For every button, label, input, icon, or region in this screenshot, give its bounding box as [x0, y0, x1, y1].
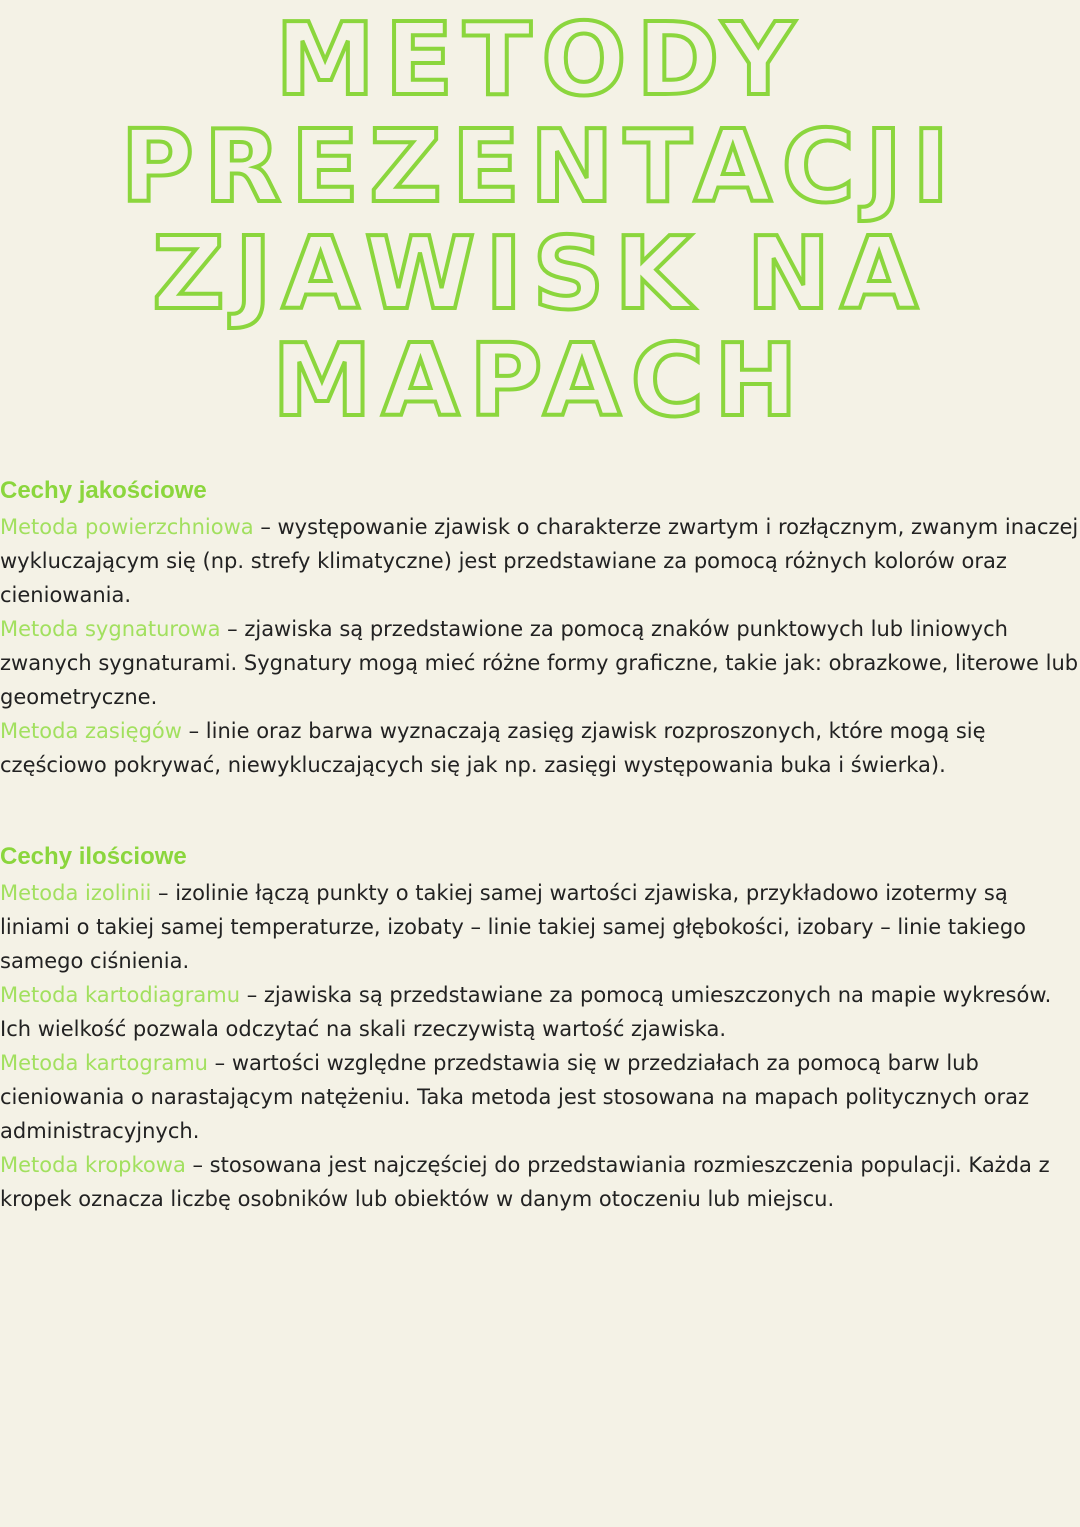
method-paragraph: [0, 978, 1080, 1046]
section-qualitative: [0, 470, 1080, 782]
method-term: Metoda kartodiagramu: [0, 983, 241, 1007]
method-description: – linie oraz barwa wyznaczają zasięg zjawisk rozproszonych, które mogą się częściowo pokrywać, niewykluczających się jak np. zasięgi występowania buka i świerka).: [0, 719, 986, 777]
method-description: – zjawiska są przedstawione za pomocą znaków punktowych lub liniowych zwanych sygnaturami. Sygnatury mogą mieć różne formy graficzne, takie jak: obrazkowe, literowe lub geometryczne.: [0, 617, 1079, 709]
method-paragraph: [0, 1046, 1080, 1148]
method-paragraph: [0, 612, 1080, 714]
document-body: [0, 470, 1080, 1216]
method-paragraph: [0, 876, 1080, 978]
method-term: Metoda kropkowa: [0, 1153, 186, 1177]
method-description: – występowanie zjawisk o charakterze zwartym i rozłącznym, zwanym inaczej wykluczającym się (np. strefy klimatyczne) jest przedstawiane za pomocą różnych kolorów oraz cieniowania.: [0, 515, 1079, 607]
method-description: – stosowana jest najczęściej do przedstawiania rozmieszczenia populacji. Każda z kropek oznacza liczbę osobników lub obiektów w danym otoczeniu lub miejscu.: [0, 1153, 1050, 1211]
section-spacer: [0, 782, 1080, 836]
method-description: – wartości względne przedstawia się w przedziałach za pomocą barw lub cieniowania o narastającym natężeniu. Taka metoda jest stosowana na mapach politycznych oraz administracyjnych.: [0, 1051, 1029, 1143]
method-description: – izolinie łączą punkty o takiej samej wartości zjawiska, przykładowo izotermy są liniami o takiej samej temperaturze, izobaty – linie takiej samej głębokości, izobary – linie takiego samego ciśnienia.: [0, 881, 1027, 973]
method-paragraph: [0, 714, 1080, 782]
title-line-1: METODY: [275, 1, 805, 118]
title-line-3: ZJAWISK NA: [152, 215, 928, 332]
section-heading: Cechy ilościowe: [0, 843, 187, 870]
page-title: [0, 1, 1080, 439]
method-term: Metoda sygnaturowa: [0, 617, 221, 641]
method-term: Metoda powierzchniowa: [0, 515, 254, 539]
section-quantitative: [0, 836, 1080, 1216]
method-term: Metoda zasięgów: [0, 719, 182, 743]
title-line-4: MAPACH: [272, 322, 808, 439]
section-heading: Cechy jakościowe: [0, 477, 207, 504]
title-line-2: PREZENTACJI: [120, 108, 960, 225]
method-term: Metoda kartogramu: [0, 1051, 208, 1075]
method-paragraph: [0, 510, 1080, 612]
method-term: Metoda izolinii: [0, 881, 152, 905]
method-paragraph: [0, 1148, 1080, 1216]
method-description: – zjawiska są przedstawiane za pomocą umieszczonych na mapie wykresów. Ich wielkość pozwala odczytać na skali rzeczywistą wartość zjawiska.: [0, 983, 1052, 1041]
